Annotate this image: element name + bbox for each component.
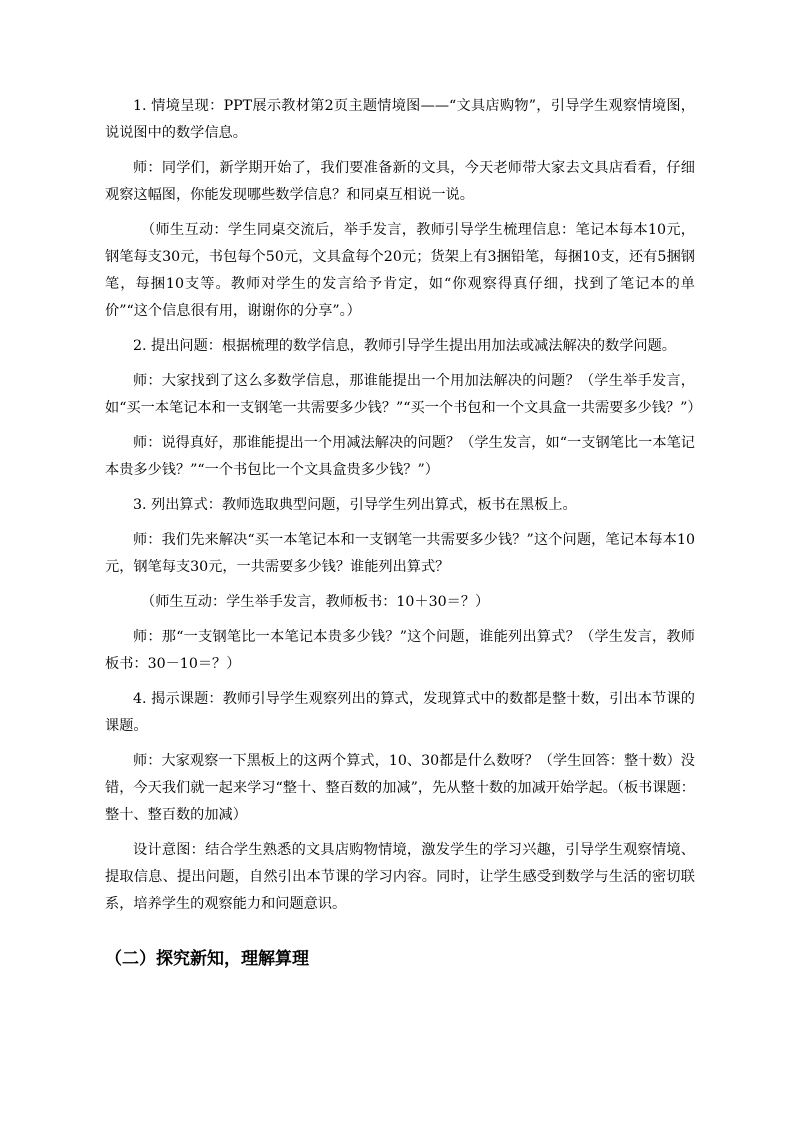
paragraph-topic-intro: 师：大家观察一下黑板上的这两个算式，10、30都是什么数呀？（学生回答：整十数）没错，今天我们就一起来学习“整十、整百数的加减”，先从整十数的加减开始学起。（板书课题：整十、整百数的加减） [105,753,695,823]
paragraph-teacher-intro: 师：同学们，新学期开始了，我们要准备新的文具，今天老师带大家去文具店看看，仔细观察这幅图，你能发现哪些数学信息？和同桌互相说一说。 [105,160,695,203]
paragraph-design-intent: 设计意图：结合学生熟悉的文具店购物情境，激发学生的学习兴趣，引导学生观察情境、提取信息、提出问题，自然引出本节课的学习内容。同时，让学生感受到数学与生活的密切联系，培养学生的观察能力和问题意识。 [105,842,695,912]
paragraph-subtraction-question: 师：说得真好，那谁能提出一个用减法解决的问题？（学生发言，如“一支钢笔比一本笔记本贵多少钱？”“一个书包比一个文具盒贵多少钱？”） [105,435,695,478]
paragraph-interaction-info: （师生互动：学生同桌交流后，举手发言，教师引导学生梳理信息：笔记本每本10元，钢笔每支30元，书包每个50元，文具盒每个20元；货架上有3捆铅笔，每捆10支，还有5捆钢笔，每捆10支等。教师对学生的发言给予肯定，如“你观察得真仔细，找到了笔记本的单价”“这个信息很有用，谢谢你的分享”。） [105,222,695,319]
paragraph-solve-addition: 师：我们先来解决“买一本笔记本和一支钢笔一共需要多少钱？”这个问题，笔记本每本10元，钢笔每支30元，一共需要多少钱？谁能列出算式？ [105,532,695,575]
paragraph-raise-question: 2. 提出问题：根据梳理的数学信息，教师引导学生提出用加法或减法解决的数学问题。 [133,338,676,354]
paragraph-addition-question: 师：大家找到了这么多数学信息，那谁能提出一个用加法解决的问题？（学生举手发言，如“买一本笔记本和一支钢笔一共需要多少钱？”“买一个书包和一个文具盒一共需要多少钱？”） [105,373,702,416]
paragraph-reveal-topic: 4. 揭示课题：教师引导学生观察列出的算式，发现算式中的数都是整十数，引出本节课的课题。 [105,691,695,734]
section-heading: （二）探究新知，理解算理 [105,949,309,969]
paragraph-situation-presentation: 1. 情境呈现：PPT展示教材第2页主题情境图——“文具店购物”，引导学生观察情境图，说说图中的数学信息。 [105,98,695,141]
paragraph-list-formula: 3. 列出算式：教师选取典型问题，引导学生列出算式，板书在黑板上。 [133,497,577,513]
paragraph-subtraction-formula: 师：那“一支钢笔比一本笔记本贵多少钱？”这个问题，谁能列出算式？（学生发言，教师板书：30－10＝？） [105,629,695,672]
document-body [105,93,702,926]
paragraph-board-addition: （师生互动：学生举手发言，教师板书：10＋30＝？） [141,594,490,610]
